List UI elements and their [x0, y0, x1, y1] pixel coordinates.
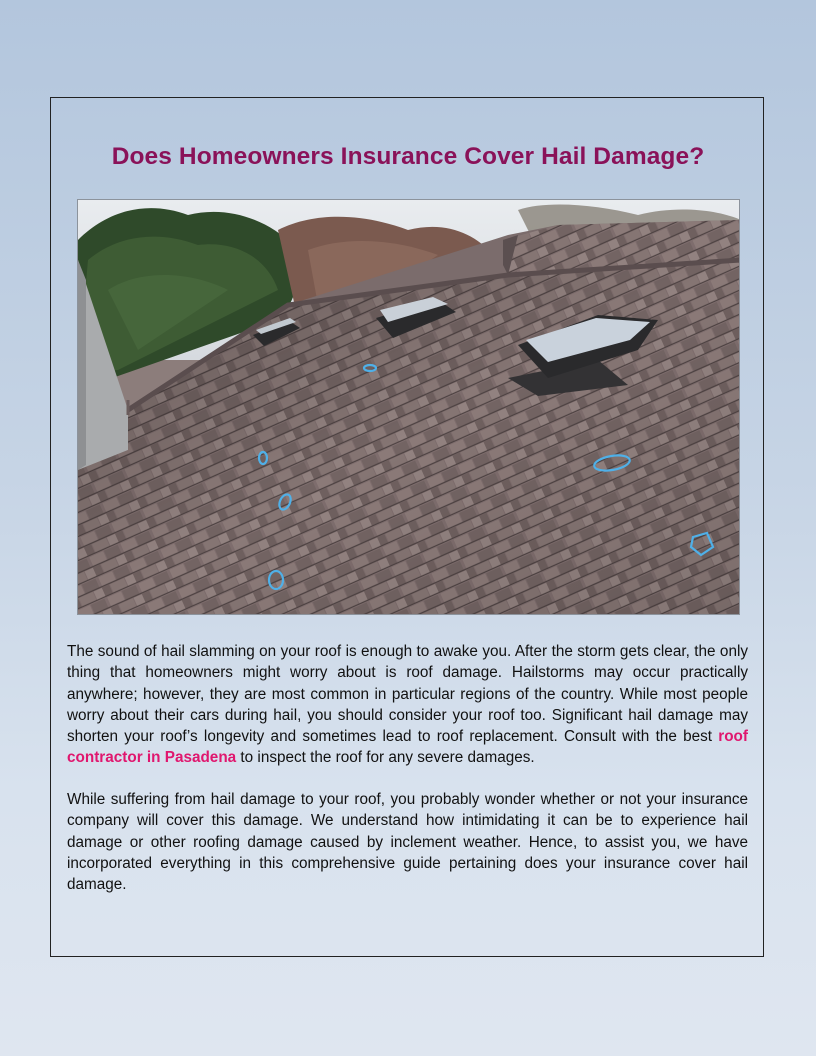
intro-text-start: The sound of hail slamming on your roof is enough to awake you. After the storm gets clear, the only thing that homeowners might worry about is roof damage. Hailstorms may occur practically anywhere; however, they are most common in particular regions of the country. While most people worry about their cars during hail, you should consider your roof too. Significant hail damage may shorten your roof’s longevity and sometimes lead to roof replacement. Consult with the best — [67, 643, 748, 746]
intro-paragraph — [67, 641, 748, 769]
guide-paragraph: While suffering from hail damage to your roof, you probably wonder whether or not your insurance company will cover this damage. We understand how intimidating it can be to experience hail damage or other roofing damage caused by inclement weather. Hence, to assist you, we have incorporated everything in this comprehensive guide pertaining does your insurance cover hail damage. — [67, 791, 748, 894]
roof-hail-damage-image — [78, 200, 740, 615]
roof-photo — [77, 199, 740, 615]
roof-contractor-link[interactable]: roof contractor in Pasadena — [67, 728, 748, 767]
page-title: Does Homeowners Insurance Cover Hail Damage? — [111, 143, 705, 170]
intro-text-end: to inspect the roof for any severe damages. — [236, 749, 535, 767]
